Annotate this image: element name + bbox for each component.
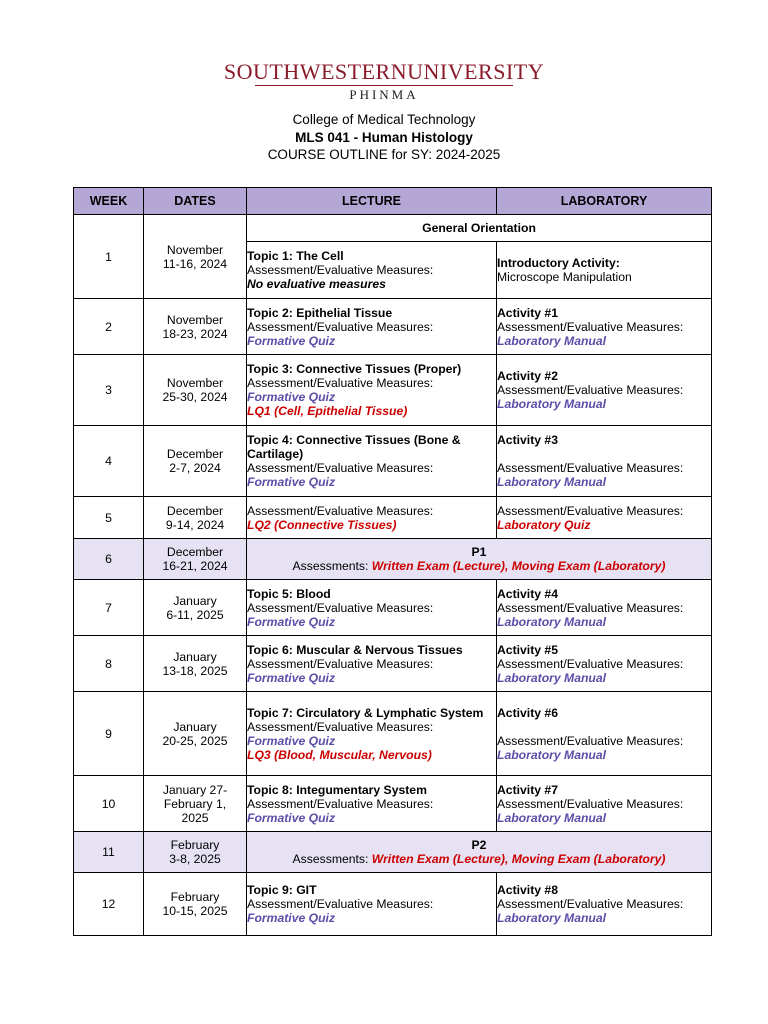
assessment-label: Assessment/Evaluative Measures: [247,600,434,615]
date-line: 2-7, 2024 [169,461,221,475]
week-cell: 12 [74,873,144,936]
spacer [497,720,711,734]
exam-row [74,832,712,873]
exam-cell [247,832,712,873]
week-cell: 7 [74,580,144,636]
week-cell: 11 [74,832,144,873]
assessment-label: Assessment/Evaluative Measures: [497,503,684,518]
assessment-label: Assessment/Evaluative Measures: [497,319,684,334]
dates-cell [144,539,247,580]
lecture-measure: Formative Quiz [247,911,336,925]
week-cell: 1 [74,215,144,299]
laboratory-cell [497,497,712,539]
laboratory-cell [497,242,712,299]
laboratory-cell [497,692,712,776]
laboratory-cell [497,580,712,636]
exam-label: Assessments: [292,559,369,573]
lab-title: Activity #7 [497,782,558,797]
exam-text: Written Exam (Lecture), Moving Exam (Laboratory) [371,559,666,573]
exam-text: Written Exam (Lecture), Moving Exam (Laboratory) [371,852,666,866]
lecture-topic: Topic 4: Connective Tissues (Bone & Cartilage) [247,433,461,461]
lecture-topic: Topic 9: GIT [247,883,317,897]
logo-divider [255,85,513,86]
date-line: 13-18, 2025 [162,663,228,678]
table-row [74,426,712,497]
date-line: February [170,890,220,904]
assessment-label: Assessment/Evaluative Measures: [497,796,684,811]
date-line: January [173,649,217,664]
lecture-measure: Formative Quiz [247,670,336,685]
course-title: MLS 041 - Human Histology [295,129,473,145]
table-row [74,355,712,426]
dates-cell [144,426,247,497]
table-row [74,636,712,692]
dates-cell [144,299,247,355]
lab-title: Activity #8 [497,883,558,897]
table-row [74,215,712,242]
date-line: November [166,242,224,257]
lab-measure: Laboratory Manual [497,670,607,685]
assessment-label: Assessment/Evaluative Measures: [247,263,434,277]
lecture-measure: Formative Quiz [247,614,336,629]
col-laboratory: LABORATORY [497,188,712,215]
lab-measure: Laboratory Manual [497,747,607,762]
lab-measure: Laboratory Manual [497,810,607,825]
lecture-quiz: LQ2 (Connective Tissues) [247,517,397,532]
dates-cell [144,832,247,873]
table-row [74,299,712,355]
exam-row [74,539,712,580]
lab-title: Activity #1 [497,305,558,320]
date-line: 10-15, 2025 [162,904,228,918]
dates-cell [144,873,247,936]
lecture-quiz: LQ1 (Cell, Epithelial Tissue) [247,404,408,418]
lab-measure: Laboratory Manual [497,333,607,348]
lecture-quiz: LQ3 (Blood, Muscular, Nervous) [247,747,432,762]
laboratory-cell [497,873,712,936]
lecture-measure: Formative Quiz [247,333,336,348]
lecture-cell [247,692,497,776]
col-dates: DATES [144,188,247,215]
lecture-cell [247,497,497,539]
week-cell: 3 [74,355,144,426]
table-header-row [74,188,712,215]
date-line: 20-25, 2025 [162,733,228,748]
lecture-cell [247,776,497,832]
assessment-label: Assessment/Evaluative Measures: [497,600,684,615]
assessment-label: Assessment/Evaluative Measures: [247,656,434,671]
assessment-label: Assessment/Evaluative Measures: [247,897,434,911]
lecture-topic: Topic 3: Connective Tissues (Proper) [247,362,462,376]
assessment-label: Assessment/Evaluative Measures: [247,461,434,475]
table-row [74,580,712,636]
assessment-label: Assessment/Evaluative Measures: [497,656,684,671]
date-line: 9-14, 2024 [165,517,225,532]
dates-cell [144,692,247,776]
lecture-cell [247,426,497,497]
date-line: 16-21, 2024 [162,559,228,573]
assessment-label: Assessment/Evaluative Measures: [497,383,684,397]
exam-assessments [247,559,711,573]
lab-title: Introductory Activity: [497,256,620,270]
date-line: December [166,545,224,559]
week-cell: 4 [74,426,144,497]
orientation-cell: General Orientation [247,215,712,242]
exam-cell [247,539,712,580]
lecture-cell [247,355,497,426]
lecture-topic: Topic 1: The Cell [247,249,344,263]
lab-measure: Laboratory Manual [497,397,607,411]
date-line: 18-23, 2024 [162,326,228,341]
dates-cell [144,636,247,692]
week-cell: 8 [74,636,144,692]
exam-label: Assessments: [292,852,369,866]
week-cell: 6 [74,539,144,580]
date-line: December [166,447,224,461]
lecture-cell [247,299,497,355]
lab-title: Activity #5 [497,642,558,657]
assessment-label: Assessment/Evaluative Measures: [247,719,434,734]
assessment-label: Assessment/Evaluative Measures: [497,897,684,911]
assessment-label: Assessment/Evaluative Measures: [247,319,434,334]
lecture-cell [247,873,497,936]
exam-title: P2 [471,838,487,852]
exam-assessments [247,852,711,866]
laboratory-cell [497,426,712,497]
table-row [74,776,712,832]
lecture-measure: Formative Quiz [247,390,336,404]
document-header [0,111,768,164]
outline-title: COURSE OUTLINE for SY: 2024-2025 [267,147,501,162]
lab-measure: Laboratory Manual [497,475,607,489]
date-line: February [170,838,220,852]
lab-measure: Laboratory Manual [497,911,607,925]
table-row [74,692,712,776]
table-row [74,497,712,539]
date-line: January 27- [162,782,228,797]
lab-measure: Laboratory Manual [497,614,607,629]
lecture-measure: Formative Quiz [247,810,336,825]
week-cell: 2 [74,299,144,355]
col-lecture: LECTURE [247,188,497,215]
date-line: February 1, [163,796,227,811]
date-line: December [166,503,224,518]
assessment-label: Assessment/Evaluative Measures: [247,503,434,518]
date-line: November [166,312,224,327]
assessment-label: Assessment/Evaluative Measures: [247,796,434,811]
date-line: 25-30, 2024 [162,390,228,404]
date-line: January [173,719,217,734]
logo-subtitle: PHINMA [349,87,419,102]
date-line: 2025 [181,810,209,825]
table-row [74,873,712,936]
dates-cell [144,776,247,832]
lecture-topic: Topic 6: Muscular & Nervous Tissues [247,642,463,657]
assessment-label: Assessment/Evaluative Measures: [497,733,684,748]
date-line: 11-16, 2024 [162,256,228,271]
date-line: 6-11, 2025 [166,607,224,622]
week-cell: 10 [74,776,144,832]
week-cell: 5 [74,497,144,539]
lecture-topic: Topic 8: Integumentary System [247,782,427,797]
lab-title: Activity #6 [497,705,558,720]
date-line: November [166,376,224,390]
lecture-cell [247,636,497,692]
dates-cell [144,355,247,426]
dates-cell [144,497,247,539]
date-line: January [173,593,217,608]
course-outline-table [73,187,712,936]
logo-wordmark: SOUTHWESTERNUNIVERSITY [223,59,545,84]
spacer [497,447,711,461]
lecture-topic: Topic 2: Epithelial Tissue [247,305,393,320]
university-logo [0,60,768,103]
lecture-measure: No evaluative measures [247,277,386,291]
lecture-measure: Formative Quiz [247,733,336,748]
college-name: College of Medical Technology [292,112,476,127]
lab-text: Microscope Manipulation [497,270,632,284]
lab-title: Activity #3 [497,433,558,447]
date-line: 3-8, 2025 [169,852,221,866]
lecture-cell [247,580,497,636]
col-week: WEEK [74,188,144,215]
exam-title: P1 [471,545,487,559]
lecture-topic: Topic 5: Blood [247,586,331,601]
lab-title: Activity #2 [497,369,558,383]
dates-cell [144,215,247,299]
lab-title: Activity #4 [497,586,558,601]
laboratory-cell [497,776,712,832]
laboratory-cell [497,299,712,355]
lecture-topic: Topic 7: Circulatory & Lymphatic System [247,705,484,720]
assessment-label: Assessment/Evaluative Measures: [497,461,684,475]
assessment-label: Assessment/Evaluative Measures: [247,376,434,390]
lab-quiz: Laboratory Quiz [497,517,591,532]
dates-cell [144,580,247,636]
lecture-cell [247,242,497,299]
laboratory-cell [497,636,712,692]
laboratory-cell [497,355,712,426]
week-cell: 9 [74,692,144,776]
lecture-measure: Formative Quiz [247,475,336,489]
